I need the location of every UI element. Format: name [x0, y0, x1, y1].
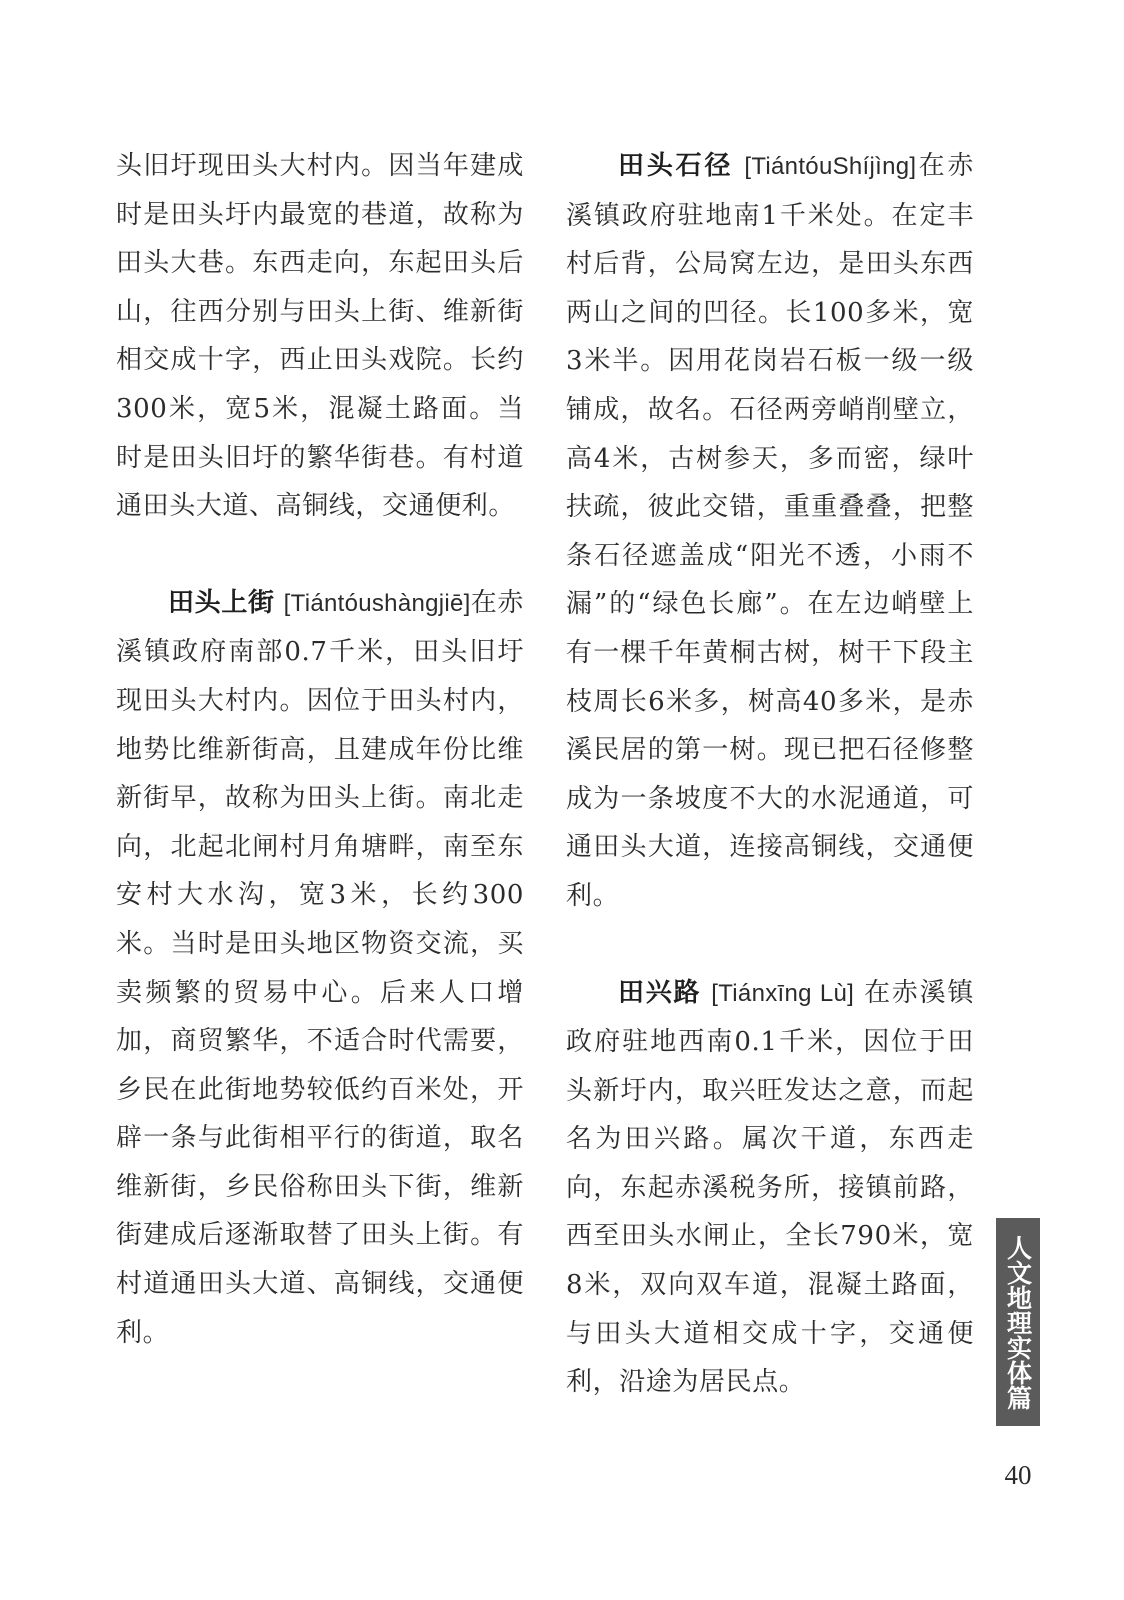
entry-title: 田头上街	[168, 587, 275, 618]
section-side-tab: 人文地理实体篇	[996, 1218, 1040, 1426]
entry-body: 在赤溪镇政府驻地南1千米处。在定丰村后背，公局窝左边，是田头东西两山之间的凹径。长100多米，宽3米半。因用花岗岩石板一级一级铺成，故名。石径两旁峭削壁立，高4米，古树参天，多而密，绿叶扶疏，彼此交错，重重叠叠，把整条石径遮盖成“阳光不透，小雨不漏”的“绿色长廊”。在左边峭壁上有一棵千年黄桐古树，树干下段主枝周长6米多，树高40多米，是赤溪民居的第一树。现已把石径修整成为一条坡度不大的水泥通道，可通田头大道，连接高铜线，交通便利。	[566, 151, 975, 911]
left-column	[116, 142, 524, 1357]
entry-tianxing-lu	[566, 969, 974, 1407]
entry-paragraph	[566, 969, 974, 1407]
entry-title: 田兴路	[618, 977, 702, 1008]
entry-paragraph	[566, 142, 974, 921]
entry-pinyin: [Tiánxīng Lù]	[711, 979, 855, 1007]
entry-body: 在赤溪镇政府驻地西南0.1千米，因位于田头新圩内，取兴旺发达之意，而起名为田兴路。属次干道，东西走向，东起赤溪税务所，接镇前路，西至田头水闸止，全长790米，宽8米，双向双车道，混凝土路面，与田头大道相交成十字，交通便利，沿途为居民点。	[566, 977, 974, 1398]
continuation-paragraph: 头旧圩现田头大村内。因当年建成时是田头圩内最宽的巷道，故称为田头大巷。东西走向，东起田头后山，往西分别与田头上街、维新街相交成十字，西止田头戏院。长约300米，宽5米，混凝土路面。当时是田头旧圩的繁华街巷。有村道通田头大道、高铜线，交通便利。	[116, 151, 524, 522]
right-column	[566, 142, 974, 1407]
entry-pinyin: [Tiántóushàngjiē]	[283, 589, 471, 617]
page-number: 40	[1004, 1460, 1032, 1490]
entry-tiantou-shijing	[566, 142, 974, 921]
entry-tiantou-shangjie	[116, 579, 524, 1358]
entry-body: 在赤溪镇政府南部0.7千米，田头旧圩现田头大村内。因位于田头村内，地势比维新街高，且建成年份比维新街早，故称为田头上街。南北走向，北起北闸村月角塘畔，南至东安村大水沟，宽3米，长约300米。当时是田头地区物资交流，买卖频繁的贸易中心。后来人口增加，商贸繁华，不适合时代需要，乡民在此街地势较低约百米处，开辟一条与此街相平行的街道，取名维新街，乡民俗称田头下街，维新街建成后逐渐取替了田头上街。有村道通田头大道、高铜线，交通便利。	[116, 587, 525, 1348]
entry-pinyin: [TiántóuShíjìng]	[744, 153, 917, 180]
entry-paragraph	[116, 579, 524, 1358]
entry-title: 田头石径	[618, 151, 734, 181]
